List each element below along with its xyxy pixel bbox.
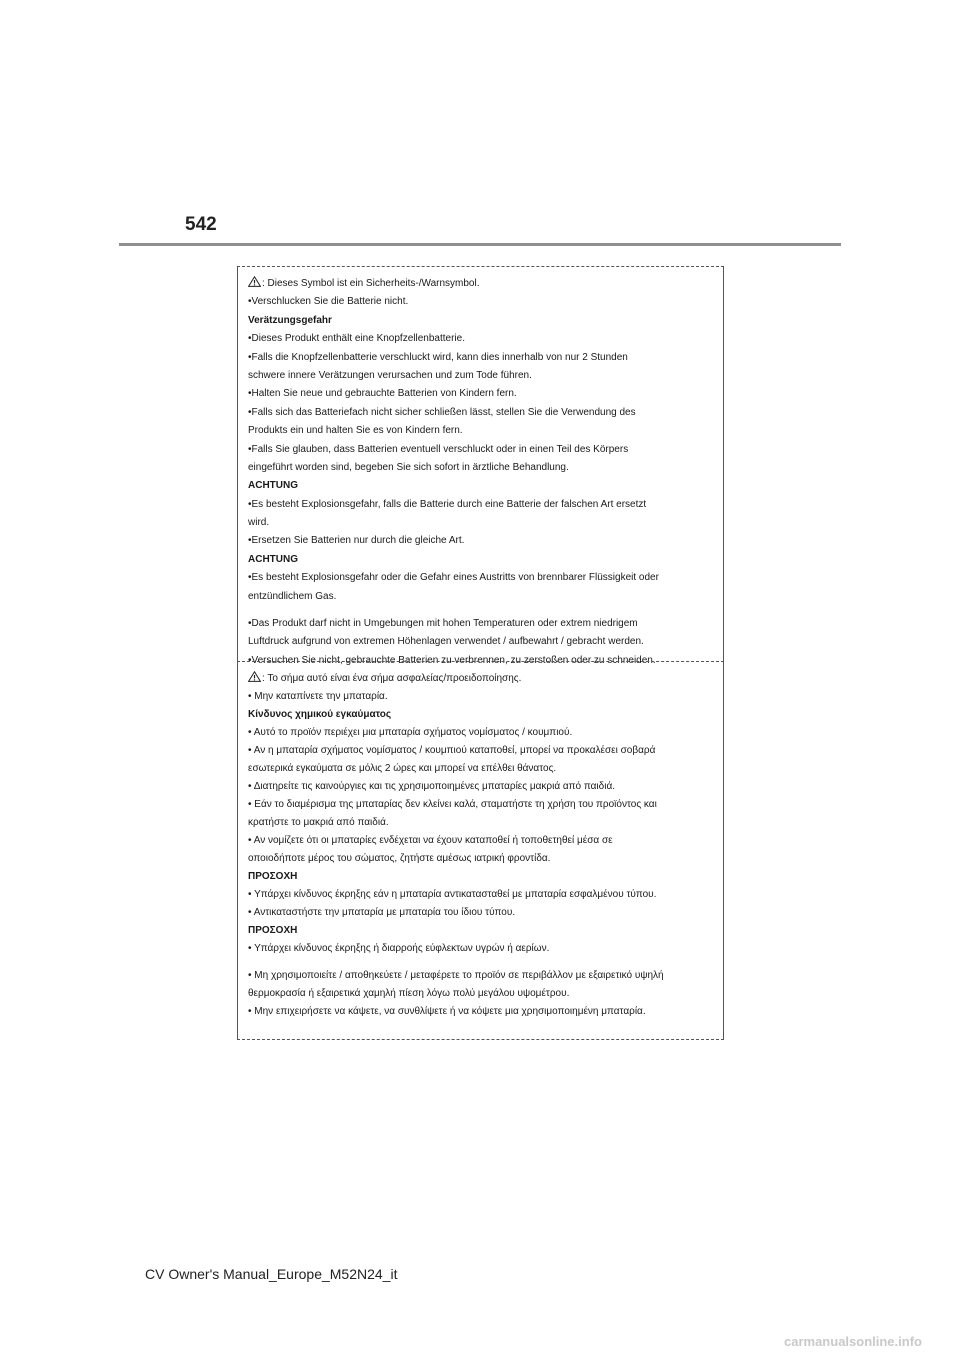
german-line: Produkts ein und halten Sie es von Kindern fern. — [248, 425, 463, 437]
german-warning-text — [248, 275, 715, 670]
watermark: carmanualsonline.info — [784, 1334, 922, 1349]
greek-warning-section — [237, 661, 724, 1040]
greek-line: • Μη χρησιμοποιείτε / αποθηκεύετε / μεταφέρετε το προϊόν σε περιβάλλον με εξαιρετικό υψηλή — [248, 970, 664, 981]
greek-line: • Μην επιχειρήσετε να κάψετε, να συνθλίψετε ή να κόψετε μια χρησιμοποιημένη μπαταρία. — [248, 1006, 646, 1017]
greek-line: θερμοκρασία ή εξαιρετικά χαμηλή πίεση λόγω πολύ μεγάλου υψομέτρου. — [248, 988, 570, 999]
greek-line: • Μην καταπίνετε την μπαταρία. — [248, 691, 388, 702]
german-line: •Es besteht Explosionsgefahr, falls die Batterie durch eine Batterie der falschen Art ersetzt — [248, 498, 647, 510]
greek-symbol-text: : Το σήμα αυτό είναι ένα σήμα ασφαλείας/προειδοποίησης. — [262, 673, 522, 684]
greek-spacer — [248, 958, 715, 967]
german-line: •Dieses Produkt enthält eine Knopfzellenbatterie. — [248, 333, 465, 345]
german-heading: ACHTUNG — [248, 480, 298, 492]
german-line: •Versuchen Sie nicht, gebrauchte Batterien zu verbrennen, zu zerstoßen oder zu schneiden. — [248, 654, 656, 666]
german-line: •Es besteht Explosionsgefahr oder die Gefahr eines Austritts von brennbarer Flüssigkeit oder — [248, 572, 659, 584]
german-line: •Verschlucken Sie die Batterie nicht. — [248, 296, 409, 308]
greek-heading: ΠΡΟΣΟΧΗ — [248, 871, 298, 882]
greek-warning-text — [248, 670, 715, 1021]
greek-line: • Υπάρχει κίνδυνος έκρηξης εάν η μπαταρία αντικατασταθεί με μπαταρία εσφαλμένου τύπου. — [248, 889, 657, 900]
german-line: •Falls Sie glauben, dass Batterien eventuell verschluckt oder in einen Teil des Körpers — [248, 443, 629, 455]
greek-line: • Αν νομίζετε ότι οι μπαταρίες ενδέχεται να έχουν καταποθεί ή τοποθετηθεί μέσα σε — [248, 835, 613, 846]
german-line: •Falls sich das Batteriefach nicht sicher schließen lässt, stellen Sie die Verwendung des — [248, 406, 636, 418]
german-line: •Ersetzen Sie Batterien nur durch die gleiche Art. — [248, 535, 465, 547]
german-line: •Das Produkt darf nicht in Umgebungen mit hohen Temperaturen oder extrem niedrigem — [248, 618, 638, 630]
german-line: Luftdruck aufgrund von extremen Höhenlagen verwendet / aufbewahrt / gebracht werden. — [248, 636, 644, 648]
greek-line: οποιοδήποτε μέρος του σώματος, ζητήστε αμέσως ιατρική φροντίδα. — [248, 853, 551, 864]
german-symbol-text: : Dieses Symbol ist ein Sicherheits-/Warnsymbol. — [262, 278, 480, 289]
greek-heading: ΠΡΟΣΟΧΗ — [248, 925, 298, 936]
greek-line: εσωτερικά εγκαύματα σε μόλις 2 ώρες και μπορεί να επέλθει θάνατος. — [248, 763, 557, 774]
greek-symbol-line — [248, 670, 715, 688]
german-line: schwere innere Verätzungen verursachen und zum Tode führen. — [248, 369, 532, 381]
greek-line: • Εάν το διαμέρισμα της μπαταρίας δεν κλείνει καλά, σταματήστε τη χρήση του προϊόντος και — [248, 799, 657, 810]
german-line: wird. — [248, 517, 270, 529]
greek-heading: Κίνδυνος χημικού εγκαύματος — [248, 709, 392, 720]
german-warning-section — [237, 266, 724, 666]
greek-line: κρατήστε το μακριά από παιδιά. — [248, 817, 389, 828]
german-heading: Verätzungsgefahr — [248, 314, 332, 326]
warning-triangle-icon — [248, 671, 261, 682]
german-line: •Falls die Knopfzellenbatterie verschluckt wird, kann dies innerhalb von nur 2 Stunden — [248, 351, 628, 363]
german-symbol-line — [248, 275, 715, 293]
german-spacer — [248, 606, 715, 615]
greek-line: • Αυτό το προϊόν περιέχει μια μπαταρία σχήματος νομίσματος / κουμπιού. — [248, 727, 573, 738]
page-footer: CV Owner's Manual_Europe_M52N24_it — [145, 1266, 398, 1282]
page-number: 542 — [185, 214, 217, 235]
greek-line: • Αντικαταστήστε την μπαταρία με μπαταρία του ίδιου τύπου. — [248, 907, 516, 918]
warning-triangle-icon — [248, 276, 261, 287]
german-line: entzündlichem Gas. — [248, 590, 337, 602]
german-line: eingeführt worden sind, begeben Sie sich sofort in ärztliche Behandlung. — [248, 461, 569, 473]
german-line: •Halten Sie neue und gebrauchte Batterien von Kindern fern. — [248, 388, 517, 400]
header-rule — [119, 243, 841, 246]
greek-line: • Υπάρχει κίνδυνος έκρηξης ή διαρροής εύφλεκτων υγρών ή αερίων. — [248, 943, 550, 954]
greek-line: • Αν η μπαταρία σχήματος νομίσματος / κουμπιού καταποθεί, μπορεί να προκαλέσει σοβαρά — [248, 745, 656, 756]
greek-line: • Διατηρείτε τις καινούργιες και τις χρησιμοποιημένες μπαταρίες μακριά από παιδιά. — [248, 781, 616, 792]
german-heading: ACHTUNG — [248, 553, 298, 565]
